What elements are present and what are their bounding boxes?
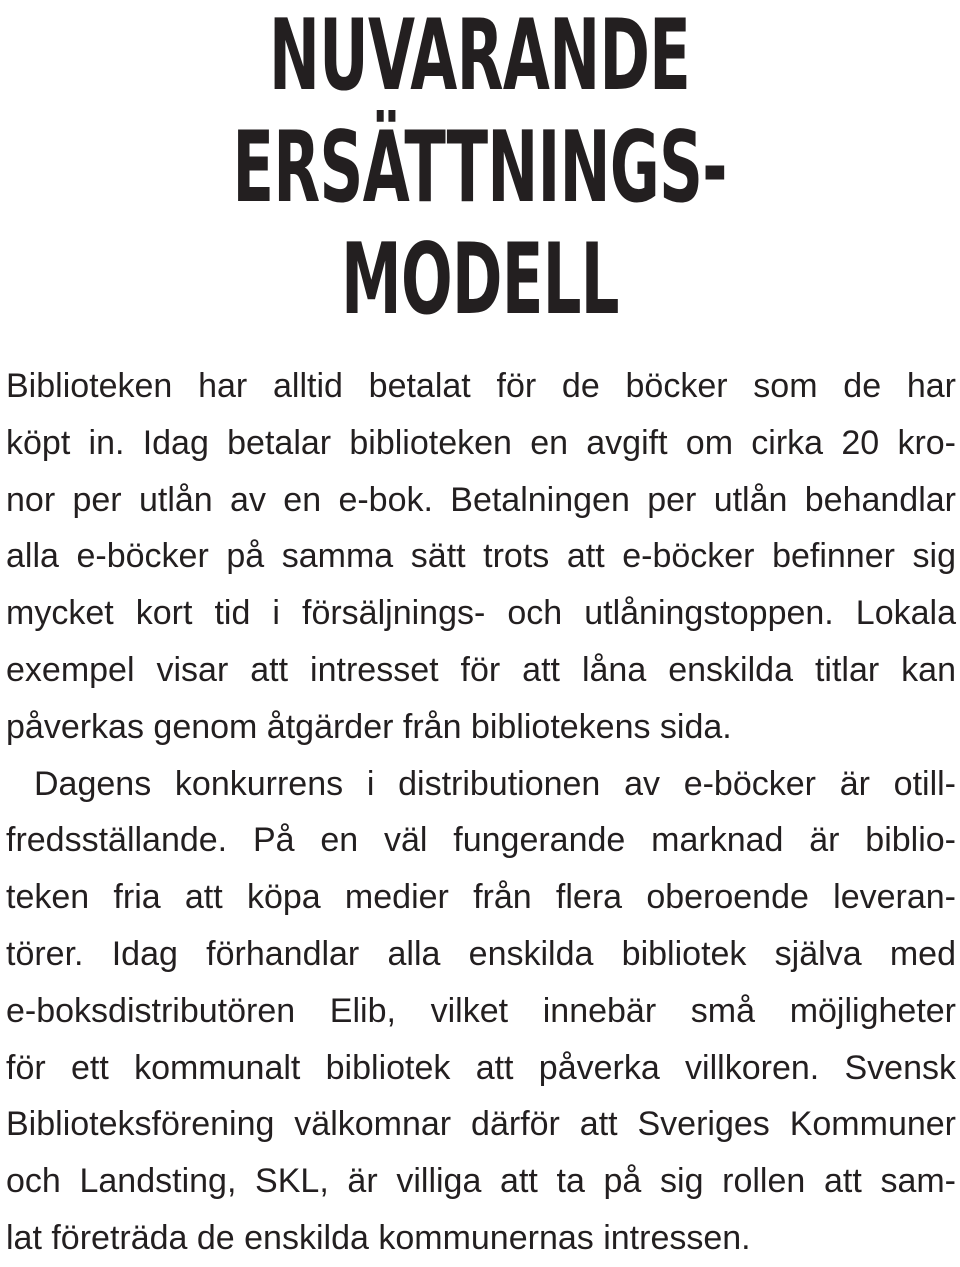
text-line: mycket kort tid i försäljnings- och utlåningstoppen. Lokala bbox=[6, 594, 956, 633]
text-line: och Landsting, SKL, är villiga att ta på sig rollen att sam- bbox=[6, 1162, 956, 1201]
page-heading bbox=[0, 0, 960, 336]
text-line: alla e-böcker på samma sätt trots att e-böcker befinner sig bbox=[6, 537, 956, 576]
text-line: för ett kommunalt bibliotek att påverka villkoren. Svensk bbox=[6, 1048, 956, 1087]
text-line: törer. Idag förhandlar alla enskilda bibliotek själva med bbox=[6, 934, 956, 973]
text-line: Biblioteksförening välkomnar därför att Sveriges Kommuner bbox=[6, 1105, 956, 1144]
paragraph-2 bbox=[6, 756, 956, 1267]
text-line: Dagens konkurrens i distributionen av e-böcker är otill- bbox=[34, 764, 956, 803]
text-line: exempel visar att intresset för att låna enskilda titlar kan bbox=[6, 650, 956, 689]
text-line: lat företräda de enskilda kommunernas intressen. bbox=[6, 1218, 751, 1257]
text-line: köpt in. Idag betalar biblioteken en avgift om cirka 20 kro- bbox=[6, 423, 956, 462]
text-line: fredsställande. På en väl fungerande marknad är biblio- bbox=[6, 821, 956, 860]
text-line: teken fria att köpa medier från flera oberoende leveran- bbox=[6, 878, 956, 917]
text-line: påverkas genom åtgärder från bibliotekens sida. bbox=[6, 707, 732, 746]
text-line: Biblioteken har alltid betalat för de böcker som de har bbox=[6, 367, 956, 405]
heading-line-2: ERSÄTTNINGS- bbox=[232, 111, 728, 225]
body-text bbox=[6, 358, 956, 1267]
heading-line-3: MODELL bbox=[341, 223, 619, 337]
heading-line-1: NUVARANDE bbox=[269, 0, 691, 113]
paragraph-1 bbox=[6, 358, 956, 756]
text-line: e-boksdistributören Elib, vilket innebär små möjligheter bbox=[6, 991, 956, 1030]
text-line: nor per utlån av en e-bok. Betalningen per utlån behandlar bbox=[6, 480, 956, 519]
